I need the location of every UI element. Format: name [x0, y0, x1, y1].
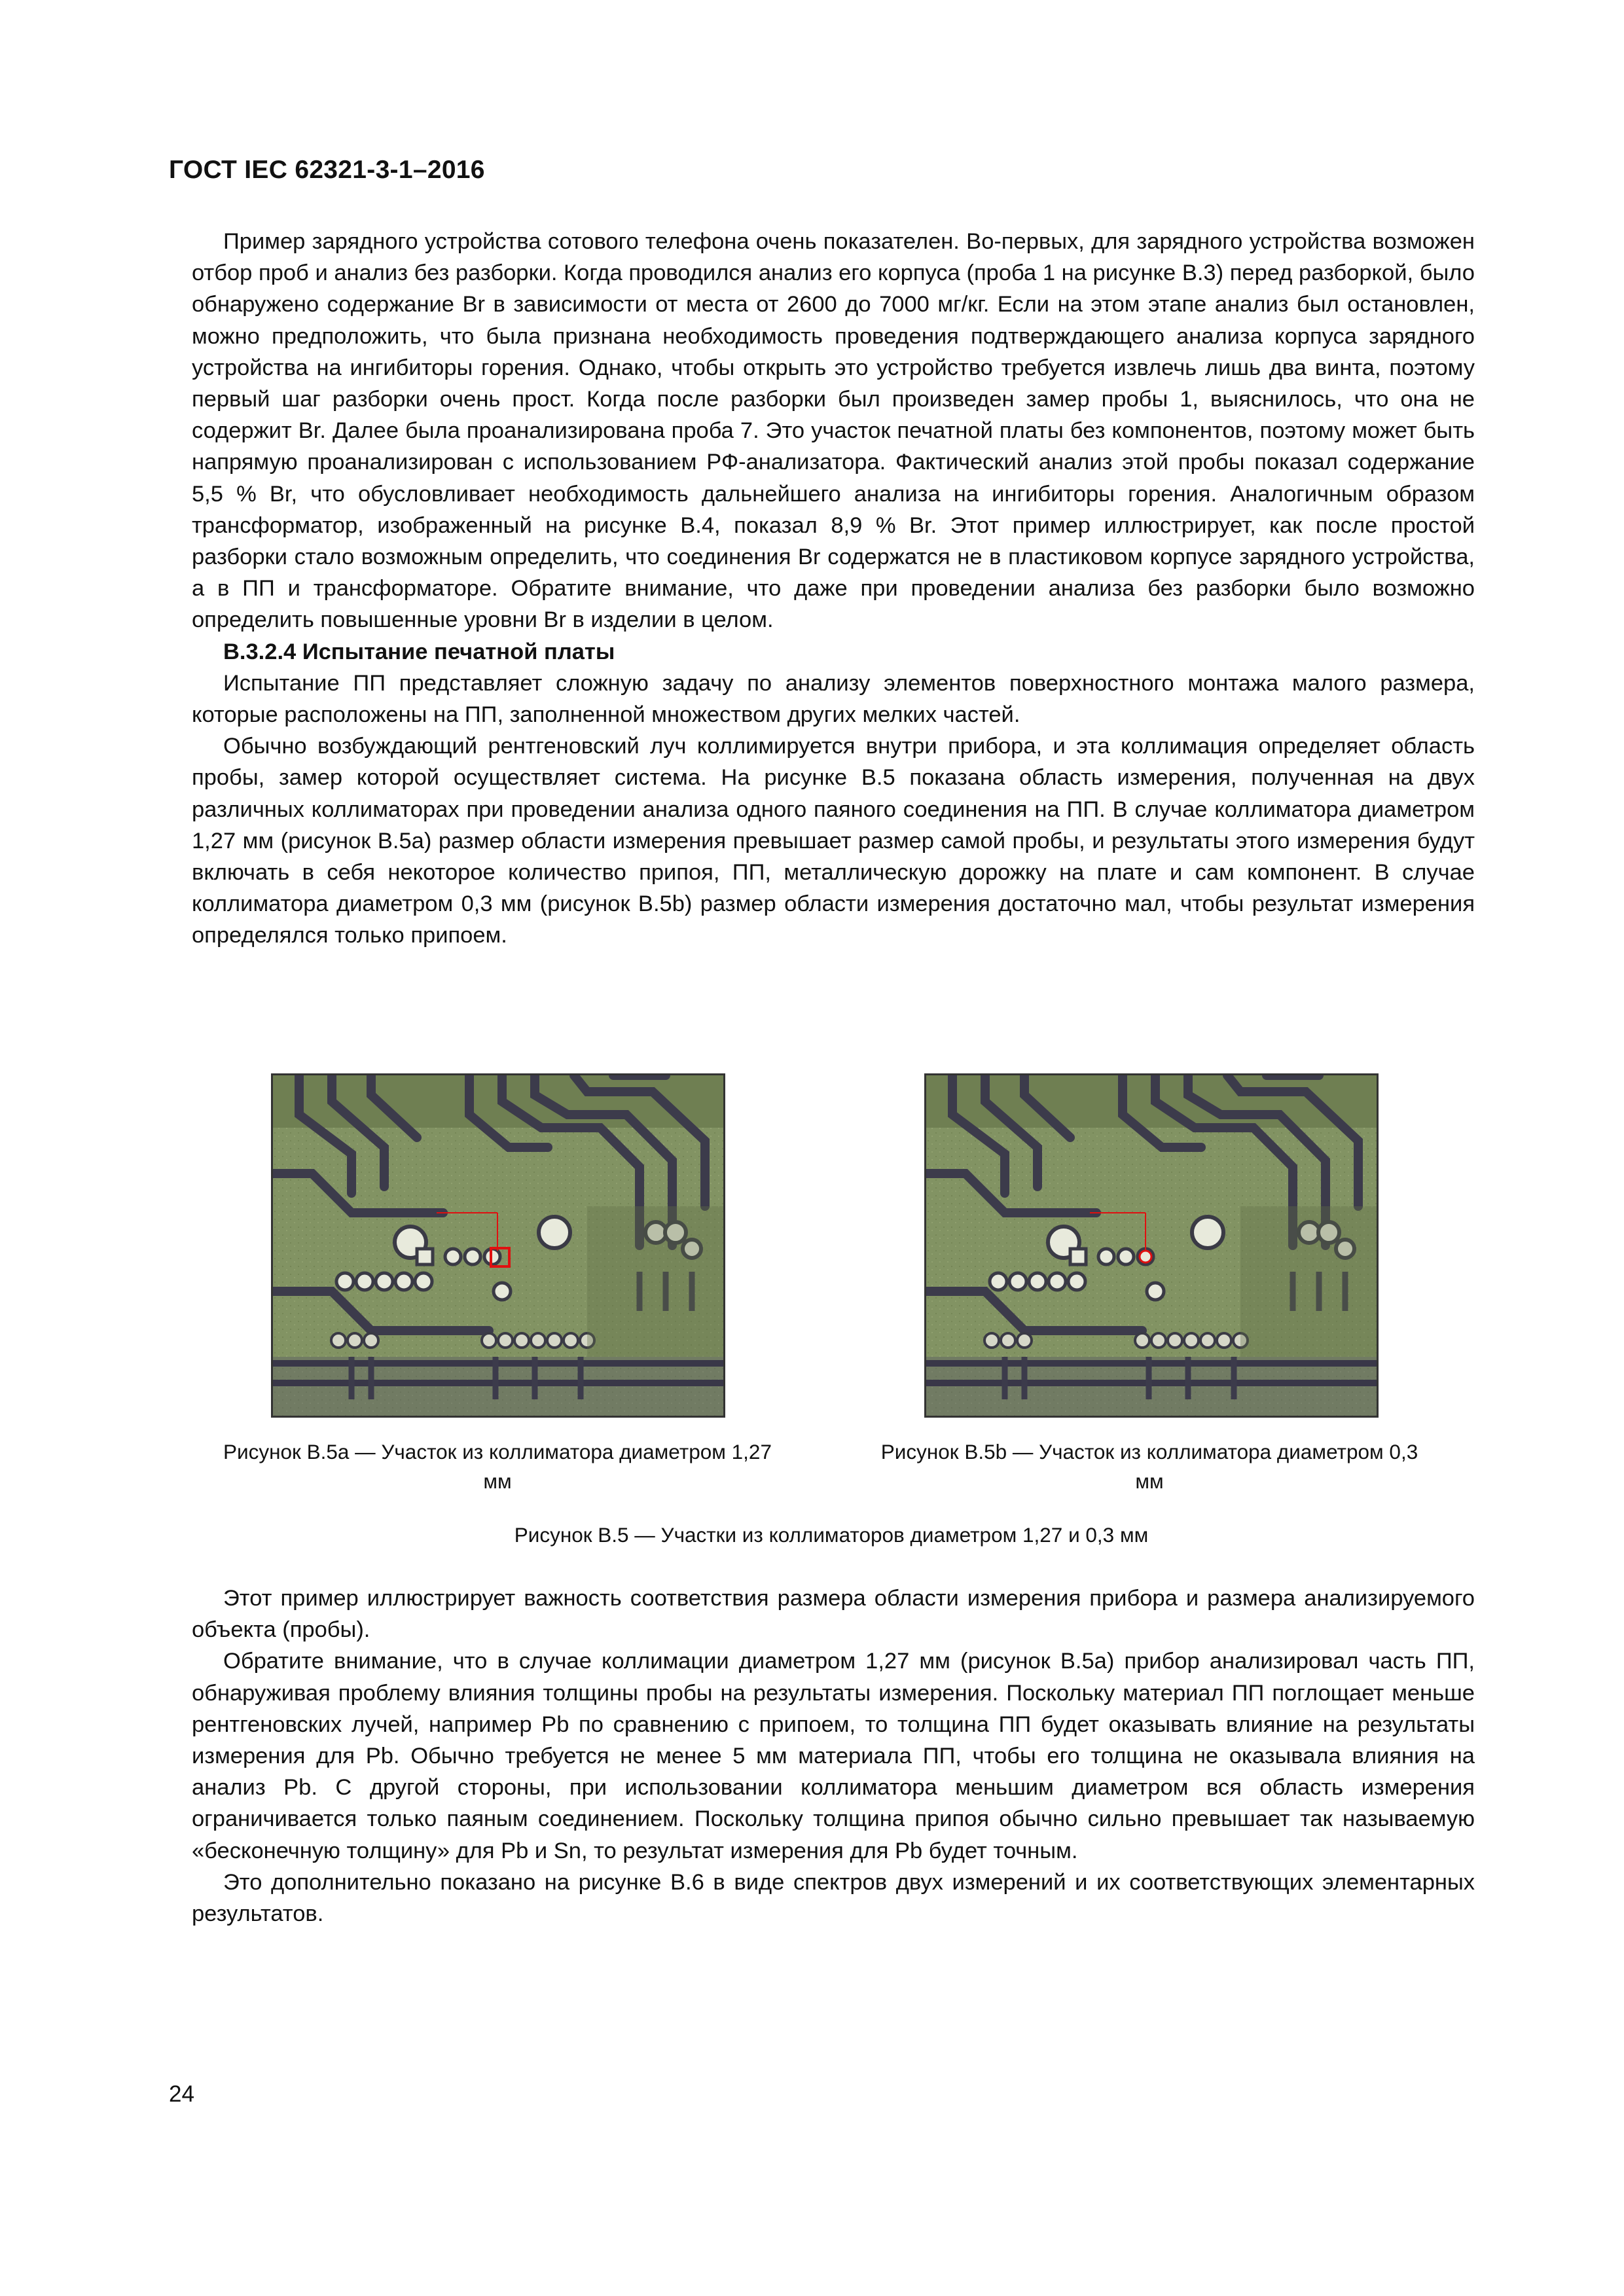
pcb-photo-collimator-0-3mm: [924, 1073, 1379, 1418]
figure-caption-a: Рисунок В.5а — Участок из коллиматора диаметром 1,27 мм: [223, 1440, 772, 1493]
intro-paragraph: Пример зарядного устройства сотового телефона очень показателен. Во-первых, для зарядного устройства возможен отбор проб и анализ без разборки. Когда проводился анализ его корпуса (проба 1 на рисунке В.3) перед разборкой, было обнаружено содержание Br в зависимости от места от 2600 до 7000 мг/кг. Если на этом этапе анализ был остановлен, можно предположить, что была признана необходимость проведения подтверждающего анализа корпуса зарядного устройства на ингибиторы горения. Однако, чтобы открыть это устройство требуется извлечь лишь два винта, поэтому первый шаг разборки очень прост. Когда после разборки был произведен замер пробы 1, выяснилось, что она не содержит Br. Далее была проанализирована проба 7. Это участок печатной платы без компонентов, поэтому может быть напрямую проанализирован с использованием РФ-анализатора. Фактический анализ этой пробы показал содержание 5,5 % Br, что обусловливает необходимость дальнейшего анализа на ингибиторы горения. Аналогичным образом трансформатор, изображенный на рисунке В.4, показал 8,9 % Br. Этот пример иллюстрирует, как после простой разборки стало возможным определить, что соединения Br содержатся не в пластиковом корпусе зарядного устройства, а в ПП и трансформаторе. Обратите внимание, что даже при проведении анализа без разборки было возможно определить повышенные уровни Br в изделии в целом.: [192, 229, 1475, 633]
closing-text-block: [192, 1583, 1475, 1929]
pcb-photo-image: [926, 1075, 1377, 1416]
closing-paragraph: Этот пример иллюстрирует важность соответствия размера области измерения прибора и размера анализируемого объекта (пробы).: [192, 1586, 1475, 1643]
pcb-photo-collimator-1-27mm: [271, 1073, 725, 1418]
section-paragraph: Обычно возбуждающий рентгеновский луч коллимируется внутри прибора, и эта коллимация определяет область пробы, замер которой осуществляет система. На рисунке В.5 показана область измерения, полученная на двух различных коллиматорах при проведении анализа одного паяного соединения на ПП. В случае коллиматора диаметром 1,27 мм (рисунок В.5а) размер области измерения превышает размер самой пробы, и результаты этого измерения будут включать в себя некоторое количество припоя, ПП, металлическую дорожку на плате и сам компонент. В случае коллиматора диаметром 0,3 мм (рисунок В.5b) размер области измерения достаточно мал, чтобы результат измерения определялся только припоем.: [192, 734, 1475, 948]
pcb-photo-image: [273, 1075, 723, 1416]
page-number: 24: [169, 2081, 194, 2107]
closing-paragraph: Это дополнительно показано на рисунке В.6 в виде спектров двух измерений и их соответствующих элементарных результатов.: [192, 1869, 1475, 1927]
figure-caption-b: Рисунок В.5b — Участок из коллиматора диаметром 0,3 мм: [880, 1440, 1418, 1493]
document-header: ГОСТ IEC 62321-3-1–2016: [169, 156, 485, 184]
intro-text-block: [192, 226, 1475, 952]
figure-caption-main: Рисунок В.5 — Участки из коллиматоров диаметром 1,27 и 0,3 мм: [514, 1523, 1149, 1547]
section-heading: В.3.2.4 Испытание печатной платы: [223, 639, 615, 664]
section-paragraph: Испытание ПП представляет сложную задачу по анализу элементов поверхностного монтажа малого размера, которые расположены на ПП, заполненной множеством других мелких частей.: [192, 670, 1475, 728]
closing-paragraph: Обратите внимание, что в случае коллимации диаметром 1,27 мм (рисунок В.5а) прибор анализировал часть ПП, обнаруживая проблему влияния толщины пробы на результаты измерения. Поскольку материал ПП поглощает меньше рентгеновских лучей, например Pb по сравнению с припоем, то толщина ПП будет оказывать влияние на результаты измерения для Pb. Обычно требуется не менее 5 мм материала ПП, чтобы его толщина не оказывала влияния на анализ Pb. С другой стороны, при использовании коллиматора меньшим диаметром вся область измерения ограничивается только паяным соединением. Поскольку толщина припоя обычно сильно превышает так называемую «бесконечную толщину» для Pb и Sn, то результат измерения для Pb будет точным.: [192, 1649, 1475, 1863]
